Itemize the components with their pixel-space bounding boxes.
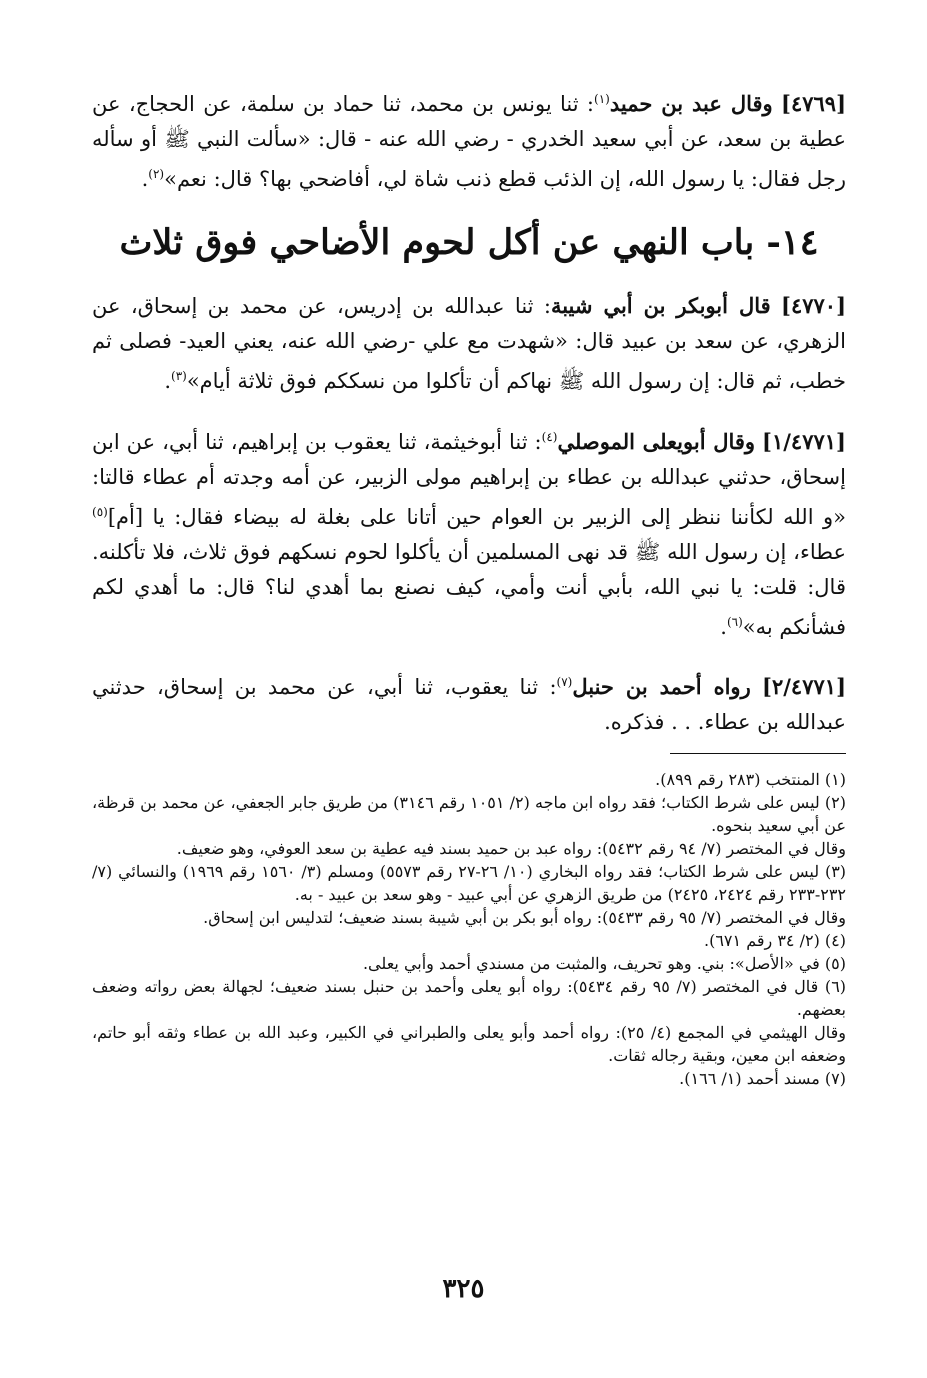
hadith-4771-2 (92, 665, 846, 740)
hadith-4771-1 (92, 420, 846, 645)
hadith-4769 (92, 82, 846, 197)
hadith-end: . (720, 615, 727, 639)
hadith-text: : ثنا يعقوب، ثنا أبي، عن محمد بن إسحاق، حدثني عبدالله بن عطاء. . . فذكره. (92, 675, 846, 734)
hadith-number: [٢/٤٧٧١] (762, 674, 846, 699)
footnote-separator (670, 753, 846, 754)
hadith-text: : ثنا أبوخيثمة، ثنا يعقوب بن إبراهيم، ثنا أبي، عن ابن إسحاق، حدثني عبدالله بن عطاء بن إبراهيم مولى الزبير، عن أمه وجدته أم عطاء قالتا: «و الله لكأننا ننظر إلى الزبير بن العوام حين أتانا على بغلة له بيضاء فقال: يا [أم] (92, 430, 846, 529)
footnote-marker: (١) (594, 92, 610, 106)
footnotes (92, 768, 846, 1090)
footnote-marker: (٦) (726, 615, 743, 629)
hadith-narrator: وقال أبويعلى الموصلي (557, 429, 756, 454)
page-number: ٣٢٥ (442, 1274, 485, 1304)
hadith-text: : ثنا عبدالله بن إدريس، عن محمد بن إسحاق، عن الزهري، عن سعد بن عبيد قال: «شهدت مع علي -رضي الله عنه، يعني العيد- فصلى ثم خطب، ثم قال: إن رسول الله ﷺ نهاكم أن تأكلوا من نسككم فوق ثلاثة أيام» (92, 294, 846, 393)
footnote-marker: (٤) (541, 430, 558, 444)
footnote: (٦) قال في المختصر (٧/ ٩٥ رقم ٥٤٣٤): رواه أبو يعلى وأحمد بن حنبل بسند ضعيف؛ لجهالة بعض رواته وضعف بعضهم. (92, 977, 847, 1019)
footnote: وقال الهيثمي في المجمع (٤/ ٢٥): رواه أحمد وأبو يعلى والطبراني في الكبير، وعبد الله بن عطاء وثقه أبو حاتم، وضعفه ابن معين، وبقية رجاله ثقات. (92, 1023, 847, 1065)
footnote: (١) المنتخب (٢٨٣ رقم ٨٩٩). (655, 770, 846, 789)
hadith-number: [٤٧٦٩] (781, 91, 846, 116)
footnote: وقال في المختصر (٧/ ٩٥ رقم ٥٤٣٣): رواه أبو بكر بن أبي شيبة بسند ضعيف؛ لتدليس ابن إسحاق. (203, 908, 846, 927)
footnote: (٧) مسند أحمد (١/ ١٦٦). (679, 1069, 846, 1088)
chapter-title: ١٤- باب النهي عن أكل لحوم الأضاحي فوق ثلاث (119, 222, 819, 263)
hadith-text-continued: عطاء، إن رسول الله ﷺ قد نهى المسلمين أن يأكلوا لحوم نسكهم فوق ثلاث، فلا تأكلنه. قال: قلت: يا نبي الله، بأبي أنت وأمي، كيف نصنع بما أهدي لنا؟ قال: ما أهدي لكم فشأنكم به» (92, 540, 846, 639)
hadith-narrator: وقال عبد بن حميد (609, 91, 773, 116)
footnote-marker: (٥) (92, 505, 108, 519)
footnote-marker: (٢) (148, 167, 165, 181)
hadith-narrator: رواه أحمد بن حنبل (572, 674, 751, 699)
hadith-number: [٤٧٧٠] (781, 293, 847, 318)
footnote: (٢) ليس على شرط الكتاب؛ فقد رواه ابن ماجه (٢/ ١٠٥١ رقم ٣١٤٦) من طريق جابر الجعفي، عن محمد بن قرظة، عن أبي سعيد بنحوه. (92, 793, 847, 835)
hadith-end: . (141, 167, 149, 191)
footnote-marker: (٧) (556, 675, 573, 689)
hadith-number: [١/٤٧٧١] (762, 429, 846, 454)
hadith-end: . (164, 369, 171, 393)
footnote: (٤) (٢/ ٣٤ رقم ٦٧١). (704, 931, 846, 950)
footnote-marker: (٣) (171, 369, 187, 383)
footnote: (٣) ليس على شرط الكتاب؛ فقد رواه البخاري (١٠/ ٢٦-٢٧ رقم ٥٥٧٣) ومسلم (٣/ ١٥٦٠ رقم ١٩٦٩) والنسائي (٧/ ٢٣٢-٢٣٣ رقم ٢٤٢٤، ٢٤٢٥) من طريق الزهري عن أبي عبيد - وهو سعد بن عبيد - به. (92, 862, 847, 904)
footnote: وقال في المختصر (٧/ ٩٤ رقم ٥٤٣٢): رواه عبد بن حميد بسند فيه عطية بن سعد العوفي، وهو ضعيف. (176, 839, 846, 858)
hadith-text: : ثنا يونس بن محمد، ثنا حماد بن سلمة، عن الحجاج، عن عطية بن سعد، عن أبي سعيد الخدري - رضي الله عنه - قال: «سألت النبي ﷺ أو سأله رجل فقال: يا رسول الله، إن الذئب قطع ذنب شاة لي، أفاضحي بها؟ قال: نعم» (92, 92, 846, 191)
hadith-4770 (92, 288, 846, 399)
hadith-narrator: قال أبوبكر بن أبي شيبة (550, 293, 771, 318)
footnote: (٥) في «الأصل»: بني. وهو تحريف، والمثبت من مسندي أحمد وأبي يعلى. (362, 954, 846, 973)
